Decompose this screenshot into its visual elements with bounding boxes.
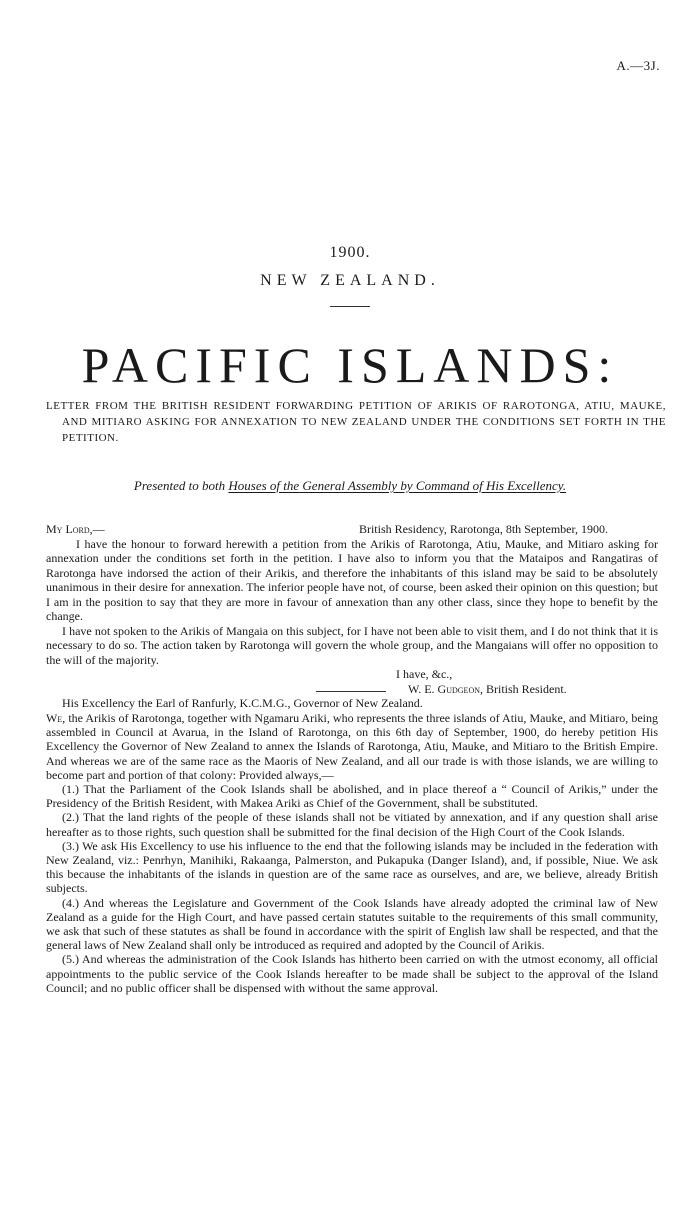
presented-prefix: Presented to both	[133, 478, 226, 493]
petition-opening	[46, 711, 658, 782]
letter-heading-row	[46, 522, 658, 537]
petition-paragraph-1: the Arikis of Rarotonga, together with Ngamaru Ariki, who represents the three islands of Atiu, Mauke, and Mitiaro, being assembled in Council at Avarua, in the Island of Rarotonga, on this 6th day of September, 1900, do hereby petition His Excellency the Governor of New Zealand to annex the Islands of Rarotonga, Atiu, Mauke, and Mitiaro to the British Empire. And whereas we are of the same race as the Maoris of New Zealand, and all our trade is with those islands, we are willing to become part and portion of that colony: Provided always,—	[46, 711, 658, 782]
signature-title: British Resident.	[486, 681, 567, 696]
presented-line	[0, 478, 700, 494]
letter-addressee: His Excellency the Earl of Ranfurly, K.C.M.G., Governor of New Zealand.	[62, 696, 423, 710]
arikis-petition	[46, 711, 658, 995]
resident-letter	[46, 522, 658, 711]
letter-closing: I have, &c.,	[396, 667, 453, 681]
petition-clause-4: (4.) And whereas the Legislature and Government of the Cook Islands have already adopted the criminal law of New Zealand as a guide for the High Court, and have passed certain statutes suitable to the requirements of this small community, we ask that such of these statutes as shall be found in accordance with the spirit of English law shall be respected, and that the general laws of New Zealand shall only be introduced as required and adopted by the Council of Arikis.	[46, 895, 658, 953]
letter-paragraph-2: I have not spoken to the Arikis of Mangaia on this subject, for I have not been able to visit them, and I do not think that it is necessary to do so. The action taken by Rarotonga will govern the whole group, and the Mangaians will offer no opposition to the will of the majority.	[46, 623, 658, 667]
page-subtitle: LETTER FROM THE BRITISH RESIDENT FORWARDING PETITION OF ARIKIS OF RAROTONGA, ATIU, MAUKE, AND MITIARO ASKING FOR ANNEXATION TO NEW ZEALAND UNDER THE CONDITIONS SET FORTH IN THE PETITION.	[46, 400, 666, 444]
petition-clause-1: (1.) That the Parliament of the Cook Islands shall be abolished, and in place thereof a “ Council of Arikis,” under the Presidency of the British Resident, with Makea Ariki as Chief of the Government, shall be substituted.	[46, 782, 658, 811]
document-reference: A.—3J.	[616, 58, 660, 73]
letter-signature	[46, 682, 658, 697]
letter-salutation: My Lord,—	[46, 522, 105, 536]
petition-clause-3: (3.) We ask His Excellency to use his influence to the end that the following islands may be included in the federation with New Zealand, viz.: Penrhyn, Manihiki, Rakaanga, Palmerston, and Pukapuka (Danger Island), and, if possible, Niue. We ask this because the inhabitants of the islands in question are of the same race as ourselves, and are, we believe, already British subjects.	[46, 838, 658, 896]
presented-underlined: Houses of the General Assembly by Command of His Excellency.	[228, 478, 567, 493]
signature-name: W. E. Gudgeon,	[408, 681, 483, 696]
letter-place-date: British Residency, Rarotonga, 8th September, 1900.	[358, 522, 608, 536]
page-title: PACIFIC ISLANDS:	[81, 337, 619, 393]
document-year: 1900.	[329, 244, 371, 261]
section-divider	[316, 691, 386, 692]
country-heading: NEW ZEALAND.	[260, 272, 440, 289]
letter-paragraph-1: I have the honour to forward herewith a petition from the Arikis of Rarotonga, Atiu, Mauke, and Mitiaro asking for annexation under the conditions set forth in the petition. I have also to inform you that the Mataipos and Rangatiras of Rarotonga have indorsed the action of their Arikis, and therefore the inhabitants of this island may be said to be absolutely unanimous in their desire for annexation. The inferior people have not, of course, been asked their opinion on this question; but I am in the position to say that they are more in favour of annexation than any other class, since they hope to benefit by the change.	[46, 536, 658, 623]
petition-opening-word: We,	[46, 711, 66, 725]
title-divider	[330, 306, 370, 307]
petition-clause-5: (5.) And whereas the administration of the Cook Islands has hitherto been carried on with the utmost economy, all official appointments to the public service of the Cook Islands hereafter to be made shall be subject to the approval of the Island Council; and no public officer shall be dispensed with without the same approval.	[46, 952, 658, 995]
petition-clause-2: (2.) That the land rights of the people of these islands shall not be vitiated by annexation, and if any question shall arise hereafter as to those rights, such question shall be submitted for the final decision of the High Court of the Cook Islands.	[46, 810, 658, 839]
